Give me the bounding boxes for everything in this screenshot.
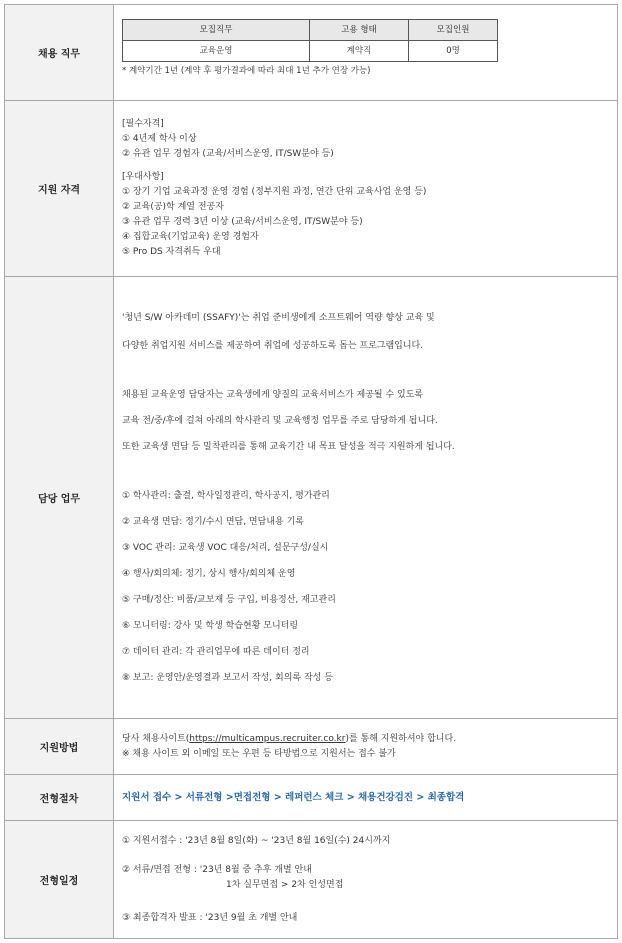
- apply-notice: ※ 채용 사이트 외 이메일 또는 우편 등 타방법으로 지원서는 접수 불가: [122, 748, 396, 759]
- preferred-item: ① 장기 기업 교육과정 운영 경험 (정부지원 과정, 연간 단위 교육사업 운영 등): [122, 187, 427, 197]
- duty-role-line: 교육 전/중/후에 걸쳐 아래의 학사관리 및 교육행정 업무를 주로 담당하게 됩니다.: [122, 416, 438, 426]
- duty-item: ⑧ 보고: 운영안/운영결과 보고서 작성, 회의록 작성 등: [122, 673, 333, 683]
- position-header-job: 모집직무: [123, 20, 310, 41]
- required-title: [필수자격]: [122, 119, 164, 129]
- job-posting-table: [4, 4, 618, 939]
- row-qualification: [5, 101, 618, 277]
- row-duty: [5, 277, 618, 719]
- label-apply: 지원방법: [5, 719, 114, 775]
- required-item: ① 4년제 학사 이상: [122, 134, 197, 144]
- preferred-item: ③ 유관 업무 경력 3년 이상 (교육/서비스운영, IT/SW분야 등): [122, 217, 363, 227]
- label-process: 전형절차: [5, 775, 114, 821]
- schedule-item: ② 서류/면접 전형 : '23년 8월 중 추후 개별 안내: [122, 864, 312, 875]
- row-process: [5, 775, 618, 821]
- label-schedule: 전형일정: [5, 821, 114, 939]
- label-qualification: 지원 자격: [5, 101, 114, 277]
- duty-item: ① 학사관리: 출결, 학사일정관리, 학사공지, 평가관리: [122, 491, 330, 501]
- label-position: 채용 직무: [5, 5, 114, 101]
- position-table: [122, 19, 498, 62]
- label-duty: 담당 업무: [5, 277, 114, 719]
- schedule-item: ③ 최종합격자 발표 : '23년 9월 초 개별 안내: [122, 912, 298, 923]
- duty-item: ⑤ 구매/정산: 비품/교보재 등 구입, 비용정산, 재고관리: [122, 595, 336, 605]
- contract-note: * 계약기간 1년 (계약 후 평가결과에 따라 최대 1년 추가 연장 가능): [122, 66, 371, 76]
- required-item: ② 유관 업무 경험자 (교육/서비스운영, IT/SW분야 등): [122, 149, 334, 159]
- row-apply: [5, 719, 618, 775]
- duty-item: ④ 행사/회의체: 정기, 상시 행사/회의체 운영: [122, 569, 296, 579]
- content-position: [114, 5, 618, 101]
- preferred-item: ④ 집합교육(기업교육) 운영 경험자: [122, 232, 259, 242]
- preferred-title: [우대사항]: [122, 172, 164, 182]
- content-process: [114, 775, 618, 821]
- position-cell-count: 0명: [409, 41, 498, 62]
- content-duty: [114, 277, 618, 719]
- content-schedule: [114, 821, 618, 939]
- row-position: [5, 5, 618, 101]
- process-steps: 지원서 접수 > 서류전형 >면접전형 > 레퍼런스 체크 > 채용건강검진 > 최종합격: [122, 791, 465, 803]
- position-header-count: 모집인원: [409, 20, 498, 41]
- position-header-type: 고용 형태: [310, 20, 409, 41]
- duty-role-line: 채용된 교육운영 담당자는 교육생에게 양질의 교육서비스가 제공될 수 있도록: [122, 390, 424, 400]
- duty-role-line: 또한 교육생 면담 등 밀착관리를 통해 교육기간 내 목표 달성을 적극 지원하게 됩니다.: [122, 442, 455, 452]
- position-cell-job: 교육운영: [123, 41, 310, 62]
- recruit-site-link[interactable]: https://multicampus.recruiter.co.kr: [189, 733, 346, 744]
- apply-line: [122, 732, 611, 747]
- row-schedule: [5, 821, 618, 939]
- duty-item: ② 교육생 면담: 정기/수시 면담, 면담내용 기록: [122, 517, 304, 527]
- duty-intro-line: 다양한 취업지원 서비스를 제공하여 취업에 성공하도록 돕는 프로그램입니다.: [122, 341, 424, 351]
- apply-text-pre: 당사 채용사이트(: [122, 733, 190, 744]
- apply-text-post: )를 통해 지원하셔야 합니다.: [345, 733, 457, 744]
- schedule-item: ① 지원서접수 : '23년 8월 8일(화) ~ '23년 8월 16일(수) 24시까지: [122, 835, 391, 846]
- duty-intro-line: '청년 S/W 아카데미 (SSAFY)'는 취업 준비생에게 소프트웨어 역량 향상 교육 및: [122, 313, 435, 323]
- content-qualification: [114, 101, 618, 277]
- duty-item: ③ VOC 관리: 교육생 VOC 대응/처리, 설문구성/실시: [122, 543, 329, 553]
- duty-item: ⑥ 모니터링: 강사 및 학생 학습현황 모니터링: [122, 621, 299, 631]
- position-cell-type: 계약직: [310, 41, 409, 62]
- preferred-item: ② 교육(공)학 계열 전공자: [122, 202, 224, 212]
- preferred-item: ⑤ Pro DS 자격취득 우대: [122, 247, 221, 257]
- schedule-subitem: 1차 실무면접 > 2차 인성면접: [226, 879, 344, 890]
- duty-item: ⑦ 데이터 관리: 각 관리업무에 따른 데이터 정리: [122, 647, 310, 657]
- content-apply: [114, 719, 618, 775]
